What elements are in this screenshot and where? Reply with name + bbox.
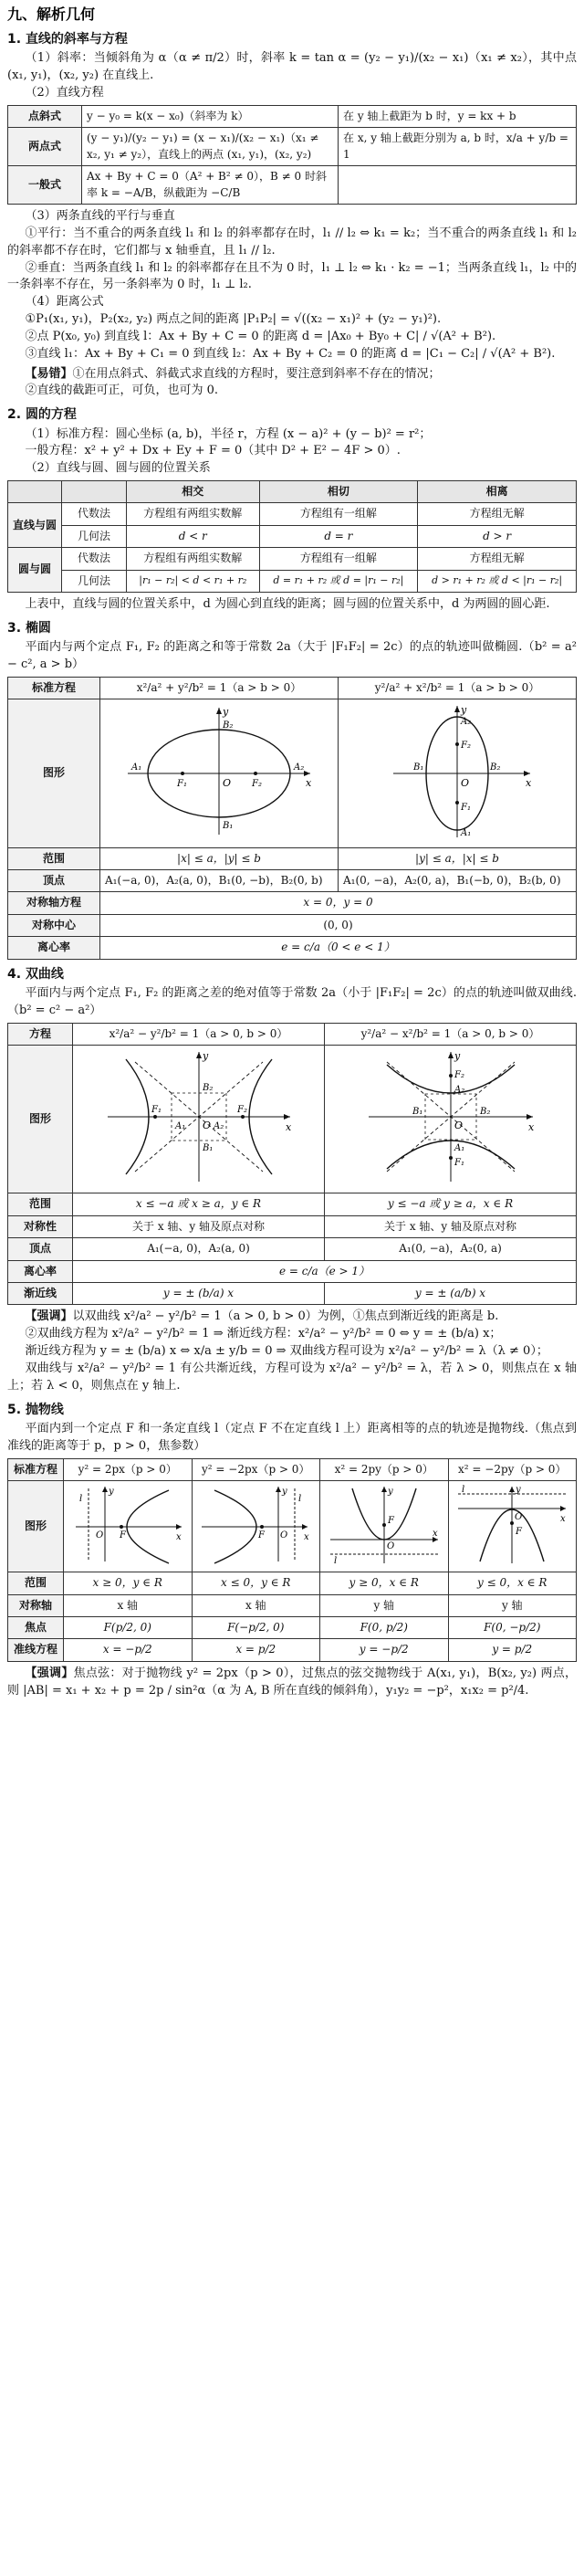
point-line-distance: ②点 P(x₀, y₀) 到直线 l：Ax + By + C = 0 的距离 d = |Ax₀ + By₀ + C| / √(A² + B²).	[25, 329, 496, 343]
emphasis-tag: 【强调】	[25, 1666, 74, 1680]
table-row	[8, 677, 577, 699]
row-label: 一般式	[8, 166, 82, 205]
circle-general-equation: 一般方程：x² + y² + Dx + Ey + F = 0（其中 D² + E² − 4F > 0）.	[25, 444, 401, 458]
horizontal-ellipse-figure	[119, 702, 319, 839]
parabola-range-2: x ≤ 0，y ∈ R	[192, 1572, 320, 1594]
row-label: 几何法	[62, 570, 127, 592]
row-label: 顶点	[8, 1238, 73, 1260]
page-title: 九、解析几何	[7, 5, 96, 23]
svg-text:y: y	[282, 1486, 287, 1497]
table-row	[8, 892, 577, 914]
svg-text:F: F	[387, 1515, 394, 1526]
svg-text:B₂: B₂	[479, 1106, 490, 1117]
position-relation-note: 上表中，直线与圆的位置关系中，d 为圆心到直线的距离；圆与圆的位置关系中，d 为两圆的圆心距.	[25, 597, 550, 612]
section-4-title	[7, 965, 577, 983]
table-row	[8, 548, 577, 570]
line-equation-table	[7, 105, 577, 205]
svg-text:x: x	[432, 1528, 438, 1539]
svg-text:y: y	[202, 1049, 208, 1062]
parabola-axis-1: x 轴	[64, 1594, 193, 1616]
parabola-std-2: y² = −2px（p > 0）	[192, 1458, 320, 1480]
parallel-text: ①平行：当不重合的两条直线 l₁ 和 l₂ 的斜率都存在时，l₁ // l₂ ⇔ k₁ = k₂；当不重合的两条直线 l₁ 和 l₂ 的斜率都不存在时，它们都与 x 轴垂直，且 l₁ // l₂.	[7, 226, 577, 258]
row-label: 准线方程	[8, 1639, 64, 1661]
cell: 方程组无解	[418, 548, 577, 570]
svg-text:x: x	[285, 1120, 291, 1133]
table-row	[8, 870, 577, 892]
svg-text:F₂: F₂	[454, 1069, 464, 1080]
svg-text:A₁: A₁	[454, 1142, 464, 1153]
svg-text:F₁: F₁	[177, 779, 187, 790]
emphasis-3: 渐近线方程为 y = ± (b/a) x ⇔ x/a ± y/b = 0 ⇒ 双曲线方程可设为 x²/a² − y²/b² = λ（λ ≠ 0）；	[25, 1344, 548, 1358]
parabola-axis-3: y 轴	[320, 1594, 449, 1616]
parabola-range-4: y ≤ 0，x ∈ R	[448, 1572, 577, 1594]
hyperbola-definition: 平面内与两个定点 F₁, F₂ 的距离之差的绝对值等于常数 2a（小于 |F₁F₂| = 2c）的点的轨迹叫做双曲线.（b² = c² − a²）	[7, 985, 577, 1017]
row-label: 对称中心	[8, 914, 100, 936]
parabola-up-figure	[325, 1483, 443, 1565]
row-label: 几何法	[62, 525, 127, 547]
row-label: 焦点	[8, 1617, 64, 1639]
table-row	[8, 525, 577, 547]
section-1-title	[7, 30, 577, 48]
svg-text:y: y	[454, 1049, 460, 1062]
row-note	[339, 166, 577, 205]
table-row	[8, 1045, 577, 1193]
hyperbola-asym-1: y = ± (b/a) x	[73, 1282, 325, 1304]
row-label: 点斜式	[8, 106, 82, 128]
svg-text:F₁: F₁	[454, 1157, 464, 1168]
group-line-circle: 直线与圆	[8, 503, 62, 548]
mistake-2: ②直线的截距可正，可负，也可为 0.	[25, 384, 219, 398]
hyperbola-emphasis	[7, 1309, 577, 1394]
table-row	[8, 1594, 577, 1616]
parabola-definition: 平面内到一个定点 F 和一条定直线 l（定点 F 不在定直线 l 上）距离相等的点的轨迹是抛物线.（焦点到准线的距离等于 p，p > 0，焦参数）	[7, 1421, 577, 1453]
table-row	[8, 1480, 577, 1572]
parabola-std-1: y² = 2px（p > 0）	[64, 1458, 193, 1480]
row-label: 范围	[8, 1193, 73, 1215]
distance-heading: （4）距离公式	[25, 295, 104, 310]
ellipse-graph-1	[100, 699, 339, 847]
horizontal-hyperbola-figure	[99, 1048, 299, 1185]
svg-text:y: y	[516, 1484, 521, 1495]
svg-text:O: O	[202, 1119, 211, 1131]
row-formula: (y − y₁)/(y₂ − y₁) = (x − x₁)/(x₂ − x₁)（x₁ ≠ x₂, y₁ ≠ y₂），直线上的两点 (x₁, y₁)，(x₂, y₂)	[82, 128, 339, 166]
svg-text:B₂: B₂	[202, 1082, 213, 1093]
table-row	[8, 1215, 577, 1237]
table-row	[8, 1238, 577, 1260]
table-row	[8, 166, 577, 205]
svg-text:x: x	[527, 1120, 534, 1133]
svg-text:F₁: F₁	[461, 803, 471, 814]
row-label: 对称轴方程	[8, 892, 100, 914]
section-1-number: 1.	[7, 32, 22, 47]
section-3-title	[7, 619, 577, 637]
parabola-directrix-4: y = p/2	[448, 1639, 577, 1661]
svg-text:F₂: F₂	[461, 741, 471, 752]
table-row	[8, 937, 577, 959]
svg-text:O: O	[515, 1511, 523, 1522]
row-label: 图形	[8, 1480, 64, 1572]
ellipse-range-2: |y| ≤ a，|x| ≤ b	[339, 847, 577, 869]
position-relation-heading: （2）直线与圆、圆与圆的位置关系	[25, 461, 211, 476]
parabola-focus-3: F(0, p/2)	[320, 1617, 449, 1639]
table-row	[8, 914, 577, 936]
table-row	[8, 847, 577, 869]
section-3-heading: 椭圆	[25, 620, 51, 636]
position-relation-table	[7, 480, 577, 593]
cell: 方程组有两组实数解	[127, 503, 260, 525]
ellipse-graph-2	[339, 699, 577, 847]
ellipse-std-1: x²/a² + y²/b² = 1（a > b > 0）	[100, 677, 339, 699]
svg-text:A₁: A₁	[131, 762, 142, 773]
section-5-number: 5.	[7, 1402, 22, 1417]
table-row	[8, 570, 577, 592]
svg-text:x: x	[560, 1513, 566, 1524]
svg-text:B₁: B₁	[223, 821, 234, 832]
hyperbola-graph-2	[325, 1045, 577, 1193]
svg-text:x: x	[175, 1531, 182, 1542]
row-note: 在 y 轴上截距为 b 时，y = kx + b	[339, 106, 577, 128]
table-row	[8, 1260, 577, 1282]
perpendicular-text: ②垂直：当两条直线 l₁ 和 l₂ 的斜率都存在且不为 0 时，l₁ ⊥ l₂ ⇔ k₁ · k₂ = −1；当两条直线 l₁，l₂ 中的一条斜率不存在，另一条斜率为 0 时，l₁ ⊥ l₂.	[7, 260, 577, 292]
header-intersect: 相交	[127, 481, 260, 503]
row-label: 范围	[8, 847, 100, 869]
svg-text:l: l	[78, 1493, 82, 1504]
svg-text:A₁: A₁	[174, 1120, 185, 1131]
parabola-std-3: x² = 2py（p > 0）	[320, 1458, 449, 1480]
cell: d > r	[418, 525, 577, 547]
cell: 方程组有两组实数解	[127, 548, 260, 570]
parabola-left-figure	[196, 1483, 315, 1565]
circle-standard-equation: （1）标准方程：圆心坐标 (a, b)，半径 r，方程 (x − a)² + (y − b)² = r²；	[25, 426, 432, 441]
vertical-ellipse-figure	[357, 702, 558, 839]
section-5-heading: 抛物线	[25, 1402, 64, 1417]
hyperbola-std-1: x²/a² − y²/b² = 1（a > 0, b > 0）	[73, 1023, 325, 1045]
section-1-heading: 直线的斜率与方程	[25, 32, 128, 47]
parabola-emphasis	[7, 1666, 577, 1700]
section-3-number: 3.	[7, 620, 22, 636]
ellipse-std-2: y²/a² + x²/b² = 1（a > b > 0）	[339, 677, 577, 699]
row-formula: y − y₀ = k(x − x₀)（斜率为 k）	[82, 106, 339, 128]
hyperbola-asym-2: y = ± (a/b) x	[325, 1282, 577, 1304]
row-label: 顶点	[8, 870, 100, 892]
mistake-tag: 【易错】	[25, 366, 73, 381]
row-formula: Ax + By + C = 0（A² + B² ≠ 0），B ≠ 0 时斜率 k = −A/B，纵截距为 −C/B	[82, 166, 339, 205]
parabola-graph-2	[192, 1480, 320, 1572]
section-2-number: 2.	[7, 407, 22, 423]
cell: 方程组无解	[418, 503, 577, 525]
ellipse-eccentricity: e = c/a（0 < e < 1）	[100, 937, 577, 959]
parabola-std-4: x² = −2py（p > 0）	[448, 1458, 577, 1480]
table-row	[8, 1458, 577, 1480]
svg-text:l: l	[333, 1555, 337, 1565]
table-row	[8, 1282, 577, 1304]
svg-text:F₁: F₁	[151, 1104, 162, 1115]
emphasis-1: 以双曲线 x²/a² − y²/b² = 1（a > 0, b > 0）为例，①焦点到渐近线的距离是 b.	[72, 1309, 499, 1324]
parabola-axis-2: x 轴	[192, 1594, 320, 1616]
row-label: 方程	[8, 1023, 73, 1045]
svg-text:l: l	[298, 1493, 302, 1504]
table-row	[8, 106, 577, 128]
svg-text:x: x	[526, 777, 532, 790]
table-row	[8, 503, 577, 525]
cell: d = r₁ + r₂ 或 d = |r₁ − r₂|	[259, 570, 418, 592]
header-empty	[8, 481, 62, 503]
group-circle-circle: 圆与圆	[8, 548, 62, 593]
svg-text:y: y	[223, 706, 229, 719]
two-point-distance: ①P₁(x₁, y₁)，P₂(x₂, y₂) 两点之间的距离 |P₁P₂| = √((x₂ − x₁)² + (y₂ − y₁)²).	[25, 312, 442, 327]
parabola-directrix-2: x = p/2	[192, 1639, 320, 1661]
table-row	[8, 1193, 577, 1215]
parabola-right-figure	[68, 1483, 187, 1565]
parabola-directrix-3: y = −p/2	[320, 1639, 449, 1661]
svg-text:A₁: A₁	[461, 828, 472, 839]
table-row	[8, 1639, 577, 1661]
cell: |r₁ − r₂| < d < r₁ + r₂	[127, 570, 260, 592]
svg-text:y: y	[387, 1486, 393, 1497]
row-label: 范围	[8, 1572, 64, 1594]
slope-definition: （1）斜率：当倾斜角为 α（α ≠ π/2）时，斜率 k = tan α = (y₂ − y₁)/(x₂ − x₁)（x₁ ≠ x₂），其中点 (x₁, y₁)，(x₂, y₂) 在直线上.	[7, 51, 577, 83]
parabola-down-figure	[453, 1483, 571, 1565]
row-label: 对称性	[8, 1215, 73, 1237]
row-label: 对称轴	[8, 1594, 64, 1616]
vertical-hyperbola-figure	[350, 1048, 551, 1185]
table-row	[8, 699, 577, 847]
header-empty	[62, 481, 127, 503]
svg-text:O: O	[95, 1530, 103, 1540]
section-5-title	[7, 1401, 577, 1419]
section-2-heading: 圆的方程	[25, 407, 77, 423]
parabola-directrix-1: x = −p/2	[64, 1639, 193, 1661]
ellipse-vertex-1: A₁(−a, 0)，A₂(a, 0)，B₁(0, −b)，B₂(0, b)	[100, 870, 339, 892]
emphasis-tag: 【强调】	[25, 1309, 73, 1324]
parabola-focus-4: F(0, −p/2)	[448, 1617, 577, 1639]
cell: d = r	[259, 525, 418, 547]
emphasis-2: ②双曲线方程为 x²/a² − y²/b² = 1 ⇒ 渐近线方程：x²/a² − y²/b² = 0 ⇔ y = ± (b/a) x；	[25, 1327, 502, 1341]
hyperbola-std-2: y²/a² − x²/b² = 1（a > 0, b > 0）	[325, 1023, 577, 1045]
svg-text:O: O	[386, 1540, 394, 1551]
parallel-lines-distance: ③直线 l₁：Ax + By + C₁ = 0 到直线 l₂：Ax + By + C₂ = 0 的距离 d = |C₁ − C₂| / √(A² + B²).	[25, 346, 556, 361]
parabola-table	[7, 1458, 577, 1662]
svg-text:y: y	[108, 1486, 114, 1497]
row-label: 图形	[8, 1045, 73, 1193]
svg-text:A₂: A₂	[454, 1084, 464, 1095]
section-4-heading: 双曲线	[25, 966, 64, 982]
row-note: 在 x, y 轴上截距分别为 a, b 时，x/a + y/b = 1	[339, 128, 577, 166]
hyperbola-range-2: y ≤ −a 或 y ≥ a，x ∈ R	[325, 1193, 577, 1215]
svg-text:F₂: F₂	[252, 779, 262, 790]
parabola-graph-3	[320, 1480, 449, 1572]
svg-text:A₂: A₂	[294, 762, 305, 773]
table-row	[8, 1023, 577, 1045]
hyperbola-vertex-2: A₁(0, −a)，A₂(0, a)	[325, 1238, 577, 1260]
parallel-perpendicular-heading: （3）两条直线的平行与垂直	[25, 208, 175, 223]
table-row	[8, 1617, 577, 1639]
svg-text:O: O	[280, 1530, 288, 1540]
row-label: 两点式	[8, 128, 82, 166]
ellipse-table	[7, 677, 577, 960]
svg-text:B₁: B₁	[412, 1106, 422, 1117]
svg-text:x: x	[304, 1531, 309, 1542]
svg-text:O: O	[454, 1119, 463, 1131]
svg-text:F₂: F₂	[236, 1104, 247, 1115]
ellipse-center: (0, 0)	[100, 914, 577, 936]
parabola-focus-2: F(−p/2, 0)	[192, 1617, 320, 1639]
table-row	[8, 1572, 577, 1594]
row-label: 离心率	[8, 937, 100, 959]
svg-text:x: x	[306, 777, 312, 790]
row-label: 标准方程	[8, 677, 100, 699]
emphasis-focal-chord: 焦点弦：对于抛物线 y² = 2px（p > 0），过焦点的弦交抛物线于 A(x₁, y₁)，B(x₂, y₂) 两点，则 |AB| = x₁ + x₂ + p = 2p / sin²α（α 为 A, B 所在直线的倾斜角），y₁y₂ = −p²，x₁x₂ = p²/4.	[7, 1666, 577, 1698]
ellipse-vertex-2: A₁(0, −a)，A₂(0, a)，B₁(−b, 0)，B₂(b, 0)	[339, 870, 577, 892]
mistake-note	[7, 366, 577, 401]
svg-text:O: O	[461, 777, 470, 790]
hyperbola-sym-1: 关于 x 轴、y 轴及原点对称	[73, 1215, 325, 1237]
ellipse-range-1: |x| ≤ a，|y| ≤ b	[100, 847, 339, 869]
cell: d > r₁ + r₂ 或 d < |r₁ − r₂|	[418, 570, 577, 592]
row-label: 离心率	[8, 1260, 73, 1282]
line-equation-heading: （2）直线方程	[25, 86, 104, 100]
hyperbola-graph-1	[73, 1045, 325, 1193]
svg-text:A₂: A₂	[461, 717, 472, 728]
table-header-row	[8, 481, 577, 503]
svg-text:B₁: B₁	[202, 1142, 213, 1153]
table-row	[8, 128, 577, 166]
svg-text:F: F	[119, 1530, 126, 1540]
hyperbola-range-1: x ≤ −a 或 x ≥ a，y ∈ R	[73, 1193, 325, 1215]
ellipse-axis: x = 0，y = 0	[100, 892, 577, 914]
cell: 方程组有一组解	[259, 548, 418, 570]
svg-text:F: F	[258, 1530, 266, 1540]
header-separate: 相离	[418, 481, 577, 503]
section-2-title	[7, 405, 577, 424]
hyperbola-vertex-1: A₁(−a, 0)，A₂(a, 0)	[73, 1238, 325, 1260]
parabola-range-3: y ≥ 0，x ∈ R	[320, 1572, 449, 1594]
svg-text:A₂: A₂	[213, 1120, 224, 1131]
emphasis-4: 双曲线与 x²/a² − y²/b² = 1 有公共渐近线，方程可设为 x²/a² − y²/b² = λ，若 λ > 0，则焦点在 x 轴上；若 λ < 0，则焦点在 y 轴上.	[7, 1361, 577, 1393]
svg-text:y: y	[461, 704, 467, 717]
svg-text:F: F	[516, 1526, 523, 1537]
cell: 方程组有一组解	[259, 503, 418, 525]
row-label: 标准方程	[8, 1458, 64, 1480]
svg-text:B₂: B₂	[223, 720, 234, 731]
cell: d < r	[127, 525, 260, 547]
parabola-graph-1	[64, 1480, 193, 1572]
parabola-axis-4: y 轴	[448, 1594, 577, 1616]
svg-text:B₂: B₂	[490, 762, 501, 773]
row-label: 代数法	[62, 548, 127, 570]
parabola-graph-4	[448, 1480, 577, 1572]
mistake-1: ①在用点斜式、斜截式求直线的方程时，要注意到斜率不存在的情况；	[72, 366, 441, 381]
hyperbola-table	[7, 1023, 577, 1306]
parabola-range-1: x ≥ 0，y ∈ R	[64, 1572, 193, 1594]
svg-text:l: l	[462, 1484, 465, 1495]
section-4-number: 4.	[7, 966, 22, 982]
row-label: 代数法	[62, 503, 127, 525]
hyperbola-eccentricity: e = c/a（e > 1）	[73, 1260, 577, 1282]
hyperbola-sym-2: 关于 x 轴、y 轴及原点对称	[325, 1215, 577, 1237]
svg-text:B₁: B₁	[413, 762, 424, 773]
parabola-focus-1: F(p/2, 0)	[64, 1617, 193, 1639]
ellipse-definition: 平面内与两个定点 F₁, F₂ 的距离之和等于常数 2a（大于 |F₁F₂| = 2c）的点的轨迹叫做椭圆.（b² = a² − c², a > b）	[7, 640, 577, 672]
row-label: 渐近线	[8, 1282, 73, 1304]
header-tangent: 相切	[259, 481, 418, 503]
svg-text:O: O	[223, 777, 232, 790]
row-label: 图形	[8, 699, 100, 847]
